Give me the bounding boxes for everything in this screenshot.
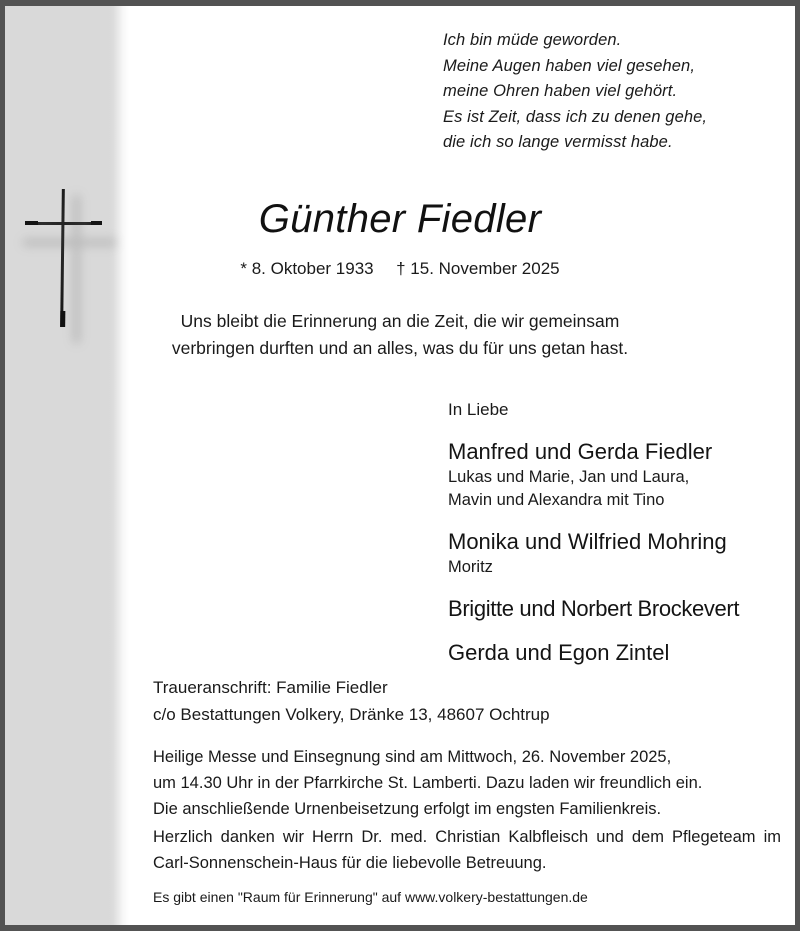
in-liebe-label: In Liebe [448, 400, 509, 419]
service-line: Heilige Messe und Einsegnung sind am Mittwoch, 26. November 2025, [153, 748, 672, 766]
poem-line: Es ist Zeit, dass ich zu denen gehe, [443, 107, 708, 126]
thanks-text: Herzlich danken wir Herrn Dr. med. Christian Kalbfleisch und dem Pflegeteam im Carl-Sonnenschein-Haus für die liebevolle Betreuung. [153, 828, 781, 872]
mourner-primary: Monika und Wilfried Mohring [448, 529, 727, 554]
memorial-poem [443, 28, 783, 156]
memorial-website-note: Es gibt einen "Raum für Erinnerung" auf www.volkery-bestattungen.de [153, 889, 588, 905]
mourner-secondary: Mavin und Alexandra mit Tino [448, 491, 665, 509]
death-date: † 15. November 2025 [396, 259, 560, 278]
poem-line: meine Ohren haben viel gehört. [443, 82, 678, 101]
poem-line: Meine Augen haben viel gesehen, [443, 56, 696, 75]
mourner-group [448, 527, 793, 579]
contact-address [153, 674, 793, 728]
poem-line: die ich so lange vermisst habe. [443, 133, 673, 152]
mourner-primary: Gerda und Egon Zintel [448, 640, 670, 665]
mourner-primary: Brigitte und Norbert Brockevert [448, 596, 740, 621]
memoriam-text [5, 308, 795, 362]
deceased-name: Günther Fiedler [258, 197, 542, 241]
mourner-group [448, 594, 793, 623]
contact-line: c/o Bestattungen Volkery, Dränke 13, 48607 Ochtrup [153, 705, 550, 724]
memoriam-line: verbringen durften und an alles, was du für uns getan hast. [171, 338, 629, 358]
memoriam-line: Uns bleibt die Erinnerung an die Zeit, die wir gemeinsam [180, 311, 620, 331]
service-line: Die anschließende Urnenbeisetzung erfolgt im engsten Familienkreis. [153, 800, 662, 818]
birth-date: * 8. Oktober 1933 [240, 259, 374, 278]
mourner-group [448, 638, 793, 667]
service-details [153, 744, 781, 822]
service-line: um 14.30 Uhr in der Pfarrkirche St. Lamberti. Dazu laden wir freundlich ein. [153, 774, 703, 792]
mourner-secondary: Moritz [448, 558, 493, 576]
mourners-list [448, 398, 793, 667]
life-dates [5, 258, 795, 280]
mourner-group [448, 437, 793, 512]
contact-line: Traueranschrift: Familie Fiedler [153, 678, 388, 697]
notice-content [5, 6, 795, 925]
mourner-primary: Manfred und Gerda Fiedler [448, 439, 713, 464]
poem-line: Ich bin müde geworden. [443, 31, 622, 49]
mourner-secondary: Lukas und Marie, Jan und Laura, [448, 468, 690, 486]
